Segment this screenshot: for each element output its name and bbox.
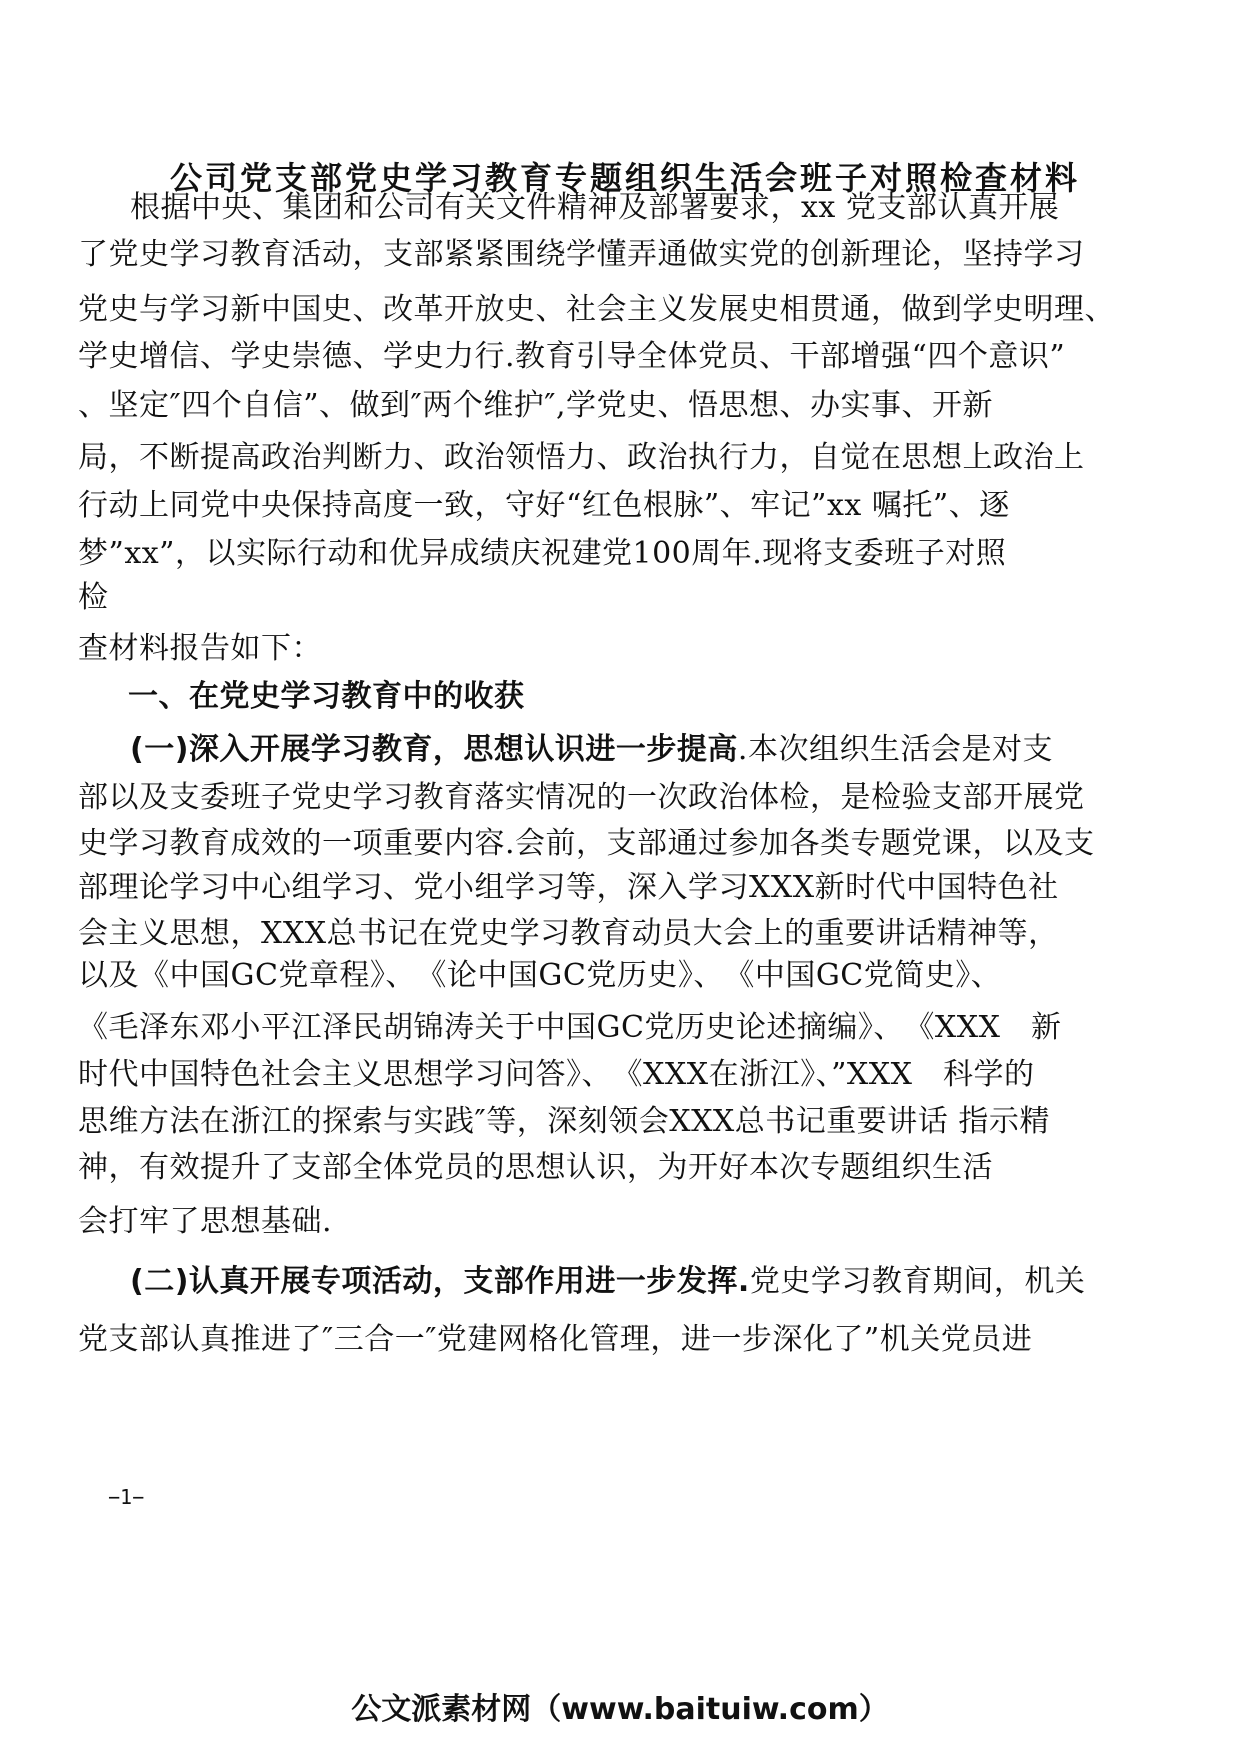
- subsection-line: [130, 1262, 1085, 1302]
- body-line: 根据中央、集团和公司有关文件精神及部署要求，xx 党支部认真开展: [130, 190, 1060, 225]
- body-text: .本次组织生活会是对支: [737, 732, 1053, 767]
- subsection-heading: (二)认真开展专项活动，支部作用进一步发挥.: [130, 1264, 750, 1299]
- body-line: 会主义思想，XXX总书记在党史学习教育动员大会上的重要讲话精神等，: [78, 916, 1059, 951]
- body-line: 部以及支委班子党史学习教育落实情况的一次政治体检，是检验支部开展党: [78, 780, 1085, 815]
- body-line: 思维方法在浙江的探索与实践″等，深刻领会XXX总书记重要讲话 指示精: [78, 1104, 1050, 1139]
- body-line: 行动上同党中央保持高度一致，守好“红色根脉”、牢记”xx 嘱托”、逐: [78, 488, 1010, 523]
- body-line: 查材料报告如下：: [78, 631, 322, 666]
- subsection-heading: (一)深入开展学习教育，思想认识进一步提高: [130, 732, 738, 767]
- body-line: 党支部认真推进了″三合一″党建网格化管理，进一步深化了”机关党员进: [78, 1322, 1033, 1357]
- body-line: 时代中国特色社会主义思想学习问答》、 《XXX在浙江》、”XXX 科学的: [78, 1057, 1035, 1092]
- body-line: 部理论学习中心组学习、党小组学习等，深入学习XXX新时代中国特色社: [78, 870, 1059, 905]
- footer-watermark: 公文派素材网（www.baituiw.com）: [351, 1692, 889, 1727]
- body-line: 党史与学习新中国史、改革开放史、社会主义发展史相贯通，做到学史明理、: [78, 292, 1115, 327]
- body-line: 以及《中国GC党章程》、 《论中国GC党历史》、 《中国GC党简史》、: [78, 958, 1002, 993]
- body-line: 检: [78, 580, 109, 615]
- body-line: 学史增信、学史崇德、学史力行.教育引导全体党员、干部增强“四个意识”: [78, 339, 1066, 374]
- body-text: 党史学习教育期间，机关: [749, 1264, 1086, 1299]
- body-line: 《毛泽东邓小平江泽民胡锦涛关于中国GC党历史论述摘编》、 《XXX 新: [78, 1010, 1062, 1045]
- body-line: 局，不断提高政治判断力、政治领悟力、政治执行力，自觉在思想上政治上: [78, 440, 1085, 475]
- body-line: 梦”xx”，以实际行动和优异成绩庆祝建党100周年.现将支委班子对照: [78, 536, 1007, 571]
- body-line: 神，有效提升了支部全体党员的思想认识，为开好本次专题组织生活: [78, 1150, 993, 1185]
- body-line: 史学习教育成效的一项重要内容.会前，支部通过参加各类专题党课，以及支: [78, 826, 1095, 861]
- body-line: 了党史学习教育活动，支部紧紧围绕学懂弄通做实党的创新理论，坚持学习: [78, 237, 1085, 272]
- section-heading: 一、在党史学习教育中的收获: [128, 679, 525, 714]
- body-line: 会打牢了思想基础.: [78, 1204, 333, 1239]
- page-number: −1−: [108, 1485, 145, 1509]
- subsection-line: [130, 730, 1053, 770]
- body-line: 、坚定″四个自信”、做到″两个维护″,学党史、悟思想、办实事、开新: [78, 388, 993, 423]
- document-title: 公司党支部党史学习教育专题组织生活会班子对照检查材料: [170, 159, 1081, 197]
